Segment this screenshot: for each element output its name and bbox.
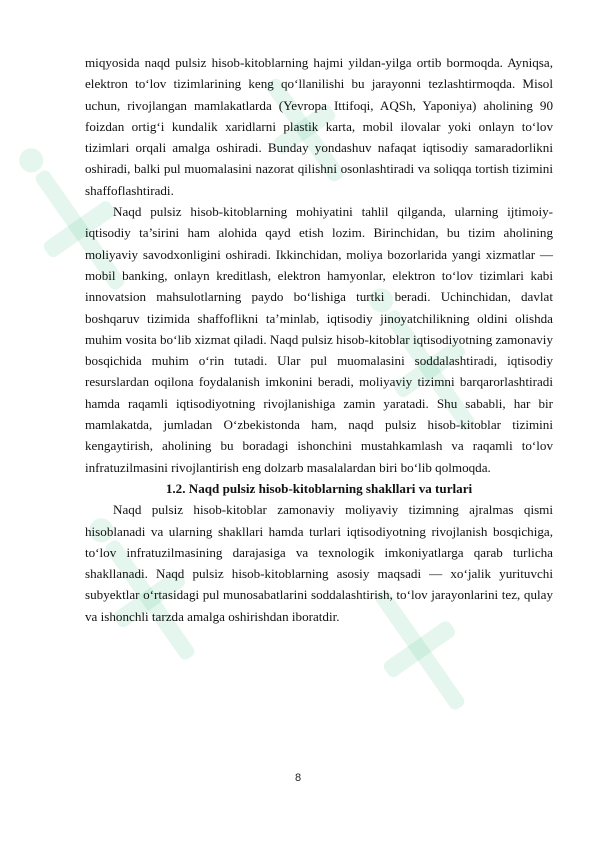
- paragraph-intro: miqyosida naqd pulsiz hisob-kitoblarning hajmi yildan-yilga ortib bormoqda. Ayniqsa, elektron to‘lov tizimlarining keng qo‘llanilishi bu jarayonni tezlashtirmoqda. Misol uchun, rivojlangan mamlakatlarda (Yevropa Ittifoqi, AQSh, Yaponiya) aholining 90 foizdan ortig‘i kundalik xaridlarni plastik karta, mobil ilovalar yoki onlayn to‘lov tizimlari orqali amalga oshiradi. Bunday yondashuv nafaqat iqtisodiy samaradorlikni oshiradi, balki pul muomalasini nazorat qilishni osonlashtiradi va soliqqa tortish tizimini shaffoflashtiradi.: [85, 55, 553, 198]
- paragraph-essence: Naqd pulsiz hisob-kitoblarning mohiyatini tahlil qilganda, ularning ijtimoiy-iqtisodiy ta’sirini ham alohida qayd etish lozim. Birinchidan, bu tizim aholining moliyaviy savodxonligini oshiradi. Ikkinchidan, moliya bozorlarida yangi xizmatlar — mobil banking, onlayn kreditlash, elektron hamyonlar, elektron to‘lov tizimlari kabi innovatsion mahsulotlarning paydo bo‘lishiga turtki beradi. Uchinchidan, davlat boshqaruv tizimida shaffoflikni ta’minlab, iqtisodiy jinoyatchilikning oldini olishda muhim vosita bo‘lib xizmat qiladi. Naqd pulsiz hisob-kitoblar iqtisodiyotning zamonaviy bosqichida muhim o‘rin tutadi. Ular pul muomalasini soddalashtiradi, iqtisodiy resurslardan oqilona foydalanish imkonini beradi, moliyaviy tizimni barqarorlashtiradi hamda raqamli iqtisodiyotning rivojlanishiga zamin yaratadi. Shu sababli, har bir mamlakatda, jumladan O‘zbekistonda ham, naqd pulsiz hisob-kitoblar tizimini kengaytirish, aholining bu boradagi ishonchini mustahkamlash va raqamli to‘lov infratuzilmasini rivojlantirish eng dolzarb masalalardan biri bo‘lib qolmoqda.: [85, 204, 553, 475]
- document-body: [85, 52, 553, 627]
- page-number: 8: [294, 772, 302, 784]
- section-heading: 1.2. Naqd pulsiz hisob-kitoblarning shakllari va turlari: [165, 480, 473, 496]
- paragraph-section-intro: Naqd pulsiz hisob-kitoblar zamonaviy moliyaviy tizimning ajralmas qismi hisoblanadi va ularning shakllari hamda turlari iqtisodiyotning rivojlanish bosqichiga, to‘lov infratuzilmasining darajasiga va texnologik imkoniyatlarga qarab turlicha shakllanadi. Naqd pulsiz hisob-kitoblarning asosiy maqsadi — xo‘jalik yurituvchi subyektlar o‘rtasidagi pul munosabatlarini soddalashtirish, to‘lov jarayonlarini tez, qulay va ishonchli tarzda amalga oshirishdan iboratdir.: [85, 502, 553, 624]
